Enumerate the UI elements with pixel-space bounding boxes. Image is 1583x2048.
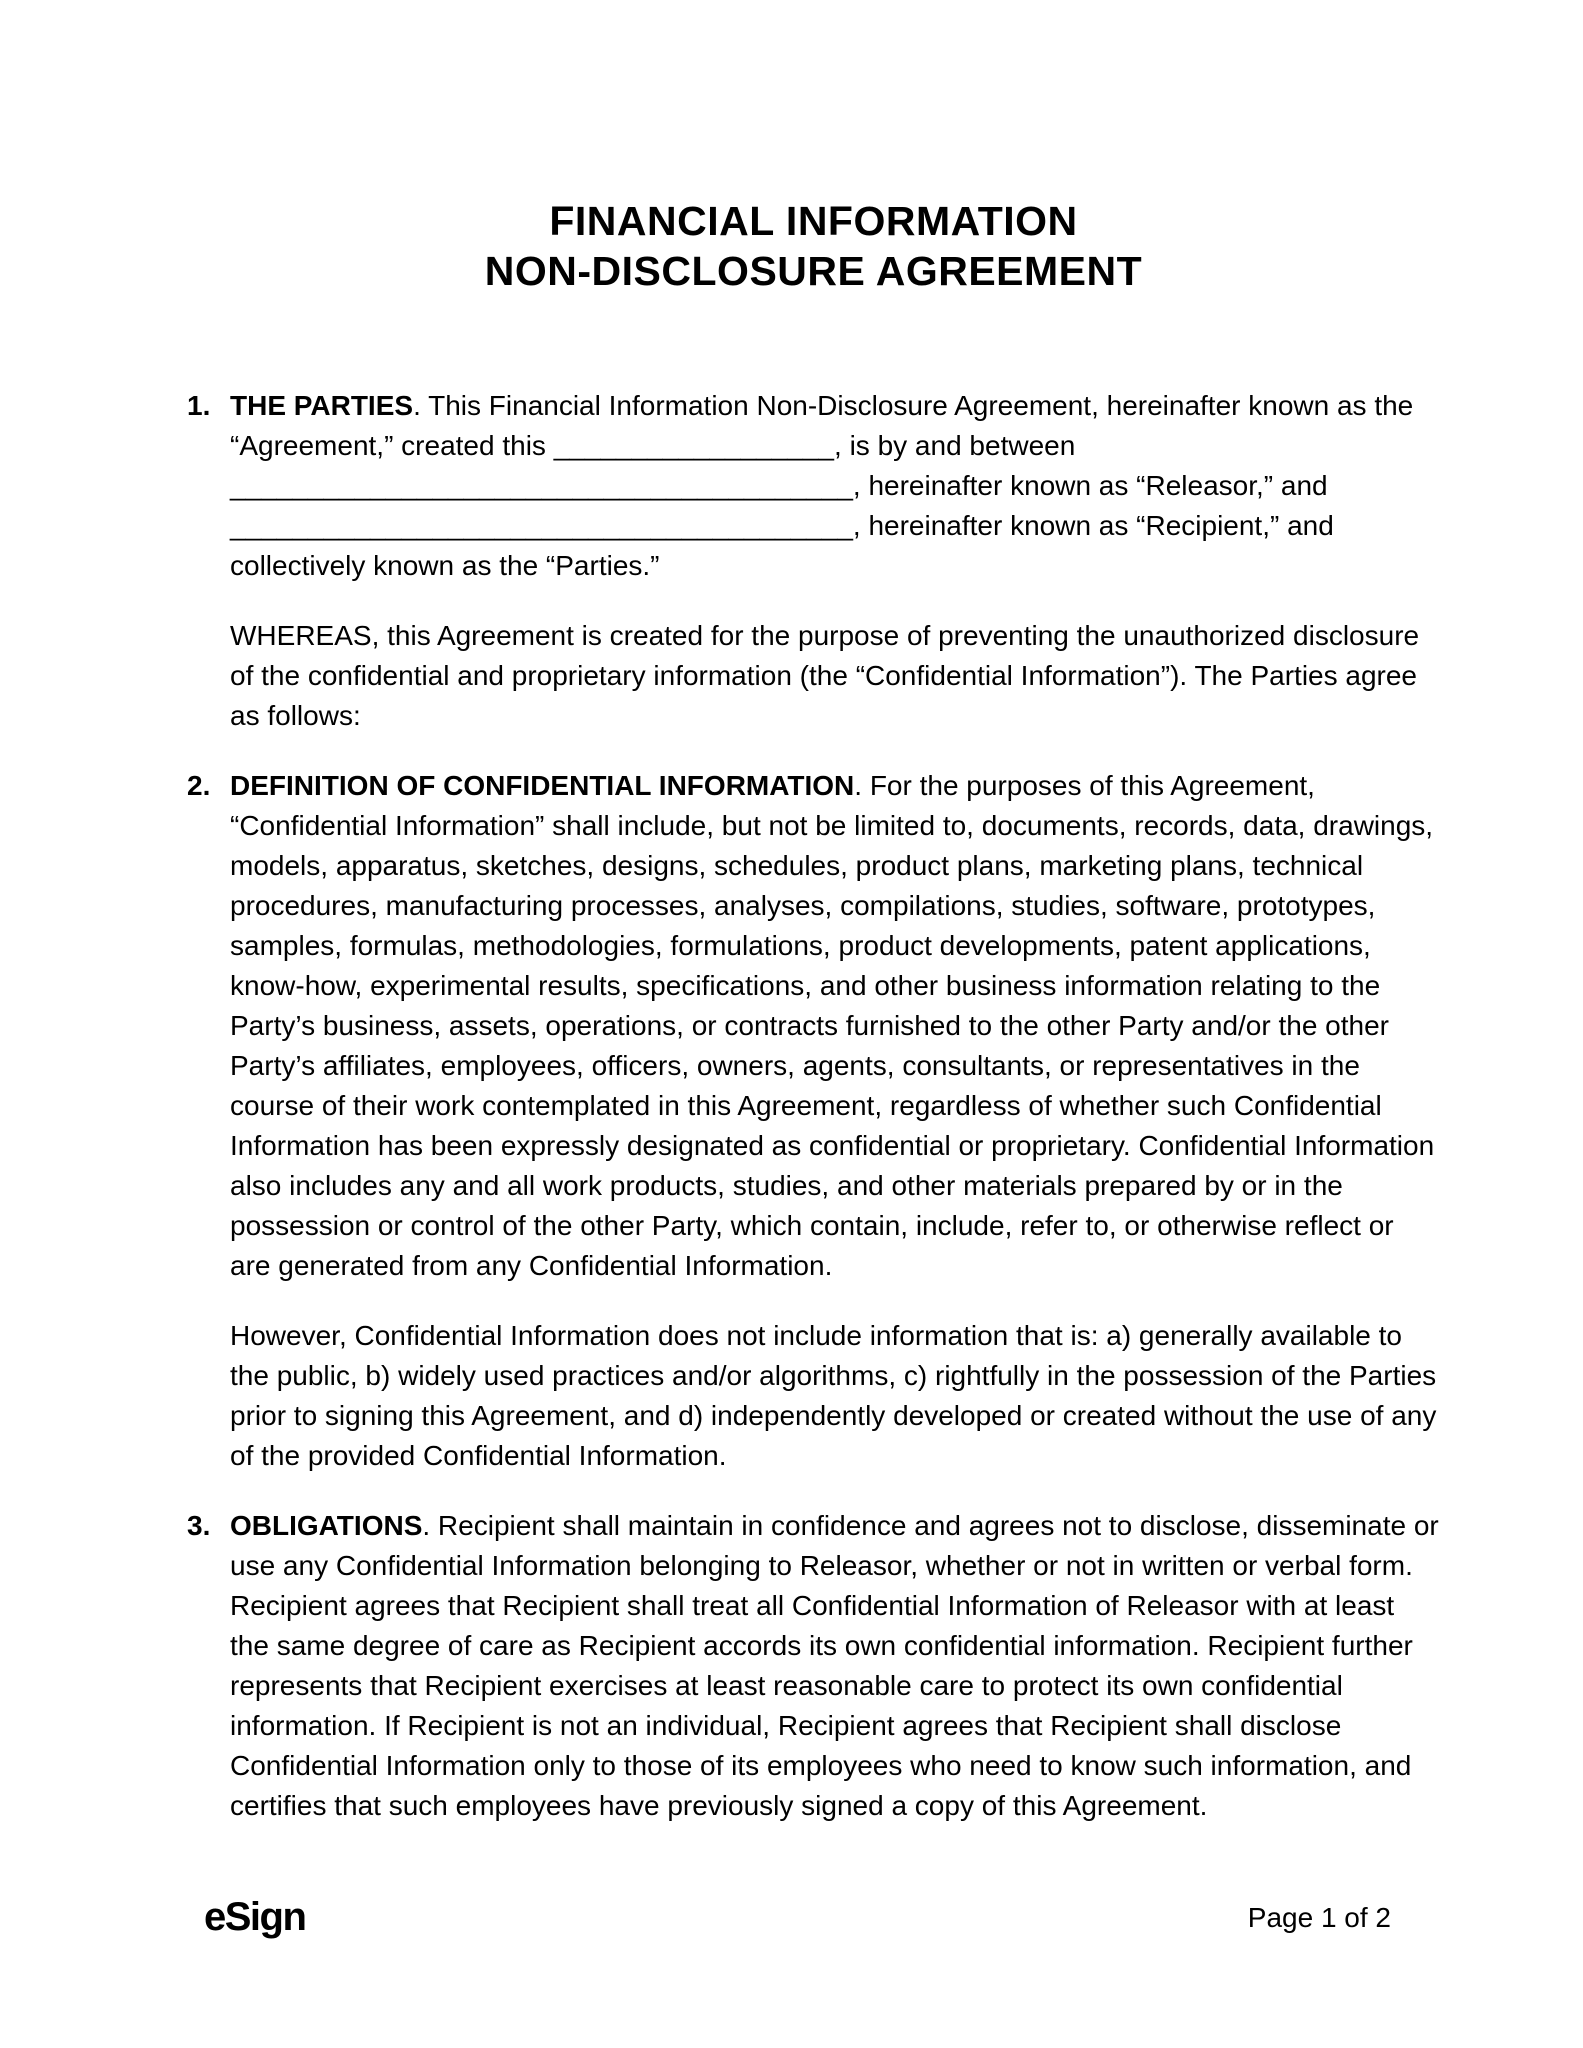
exclusions-paragraph xyxy=(230,1316,1440,1476)
date-blank-line: __________________ xyxy=(553,430,835,461)
section-obligations-body xyxy=(230,1506,1440,1826)
parties-intro-text: . This Financial Information Non-Disclosure Agreement, hereinafter known as the “Agreement,” created this xyxy=(230,390,1414,461)
whereas-paragraph xyxy=(230,616,1440,736)
page-number-indicator: Page 1 of 2 xyxy=(1247,1902,1391,1933)
section-number-2: 2. xyxy=(187,770,211,801)
section-definition xyxy=(187,766,1440,1286)
whereas-text: WHEREAS, this Agreement is created for the purpose of preventing the unauthorized disclosure of the confidential and proprietary information (the “Confidential Information”). The Parties agree as follows: xyxy=(230,620,1420,731)
esign-logo: eSign xyxy=(204,1895,306,1939)
title-line-2: NON-DISCLOSURE AGREEMENT xyxy=(484,248,1143,294)
parties-after-date-text: , is by and between xyxy=(834,430,1076,461)
document-title xyxy=(187,196,1440,296)
section-definition-body xyxy=(230,766,1440,1286)
title-line-1: FINANCIAL INFORMATION xyxy=(549,198,1078,244)
releasor-label-text: , hereinafter known as “Releasor,” and xyxy=(852,470,1328,501)
exclusions-text: However, Confidential Information does not include information that is: a) generally available to the public, b) widely used practices and/or algorithms, c) rightfully in the possession of the Parties prior to signing this Agreement, and d) independently developed or created without the use of any of the provided Confidential Information. xyxy=(230,1320,1437,1471)
section-heading-definition: DEFINITION OF CONFIDENTIAL INFORMATION xyxy=(230,770,855,801)
section-number-3: 3. xyxy=(187,1510,211,1541)
releasor-name-blank-line: ________________________________________ xyxy=(230,470,853,501)
section-heading-the-parties: THE PARTIES xyxy=(230,390,414,421)
section-the-parties-body xyxy=(230,386,1440,586)
section-heading-obligations: OBLIGATIONS xyxy=(230,1510,423,1541)
section-the-parties xyxy=(187,386,1440,586)
section-number-1: 1. xyxy=(187,390,211,421)
section-obligations xyxy=(187,1506,1440,1826)
recipient-name-blank-line: ________________________________________ xyxy=(230,510,853,541)
definition-text: . For the purposes of this Agreement, “Confidential Information” shall include, but not be limited to, documents, records, data, drawings, models, apparatus, sketches, designs, schedules, product plans, marketing plans, technical procedures, manufacturing processes, analyses, compilations, studies, software, prototypes, samples, formulas, methodologies, formulations, product developments, patent applications, know-how, experimental results, specifications, and other business information relating to the Party’s business, assets, operations, or contracts furnished to the other Party and/or the other Party’s affiliates, employees, officers, owners, agents, consultants, or representatives in the course of their work contemplated in this Agreement, regardless of whether such Confidential Information has been expressly designated as confidential or proprietary. Confidential Information also includes any and all work products, studies, and other materials prepared by or in the possession or control of the other Party, which contain, include, refer to, or otherwise reflect or are generated from any Confidential Information. xyxy=(230,770,1435,1281)
obligations-text: . Recipient shall maintain in confidence and agrees not to disclose, disseminate or use any Confidential Information belonging to Releasor, whether or not in written or verbal form. Recipient agrees that Recipient shall treat all Confidential Information of Releasor with at least the same degree of care as Recipient accords its own confidential information. Recipient further represents that Recipient exercises at least reasonable care to protect its own confidential information. If Recipient is not an individual, Recipient agrees that Recipient shall disclose Confidential Information only to those of its employees who need to know such information, and certifies that such employees have previously signed a copy of this Agreement. xyxy=(230,1510,1439,1821)
parties-closing-text: collectively known as the “Parties.” xyxy=(230,550,660,581)
recipient-label-text: , hereinafter known as “Recipient,” and xyxy=(852,510,1334,541)
document-content xyxy=(187,196,1440,1856)
